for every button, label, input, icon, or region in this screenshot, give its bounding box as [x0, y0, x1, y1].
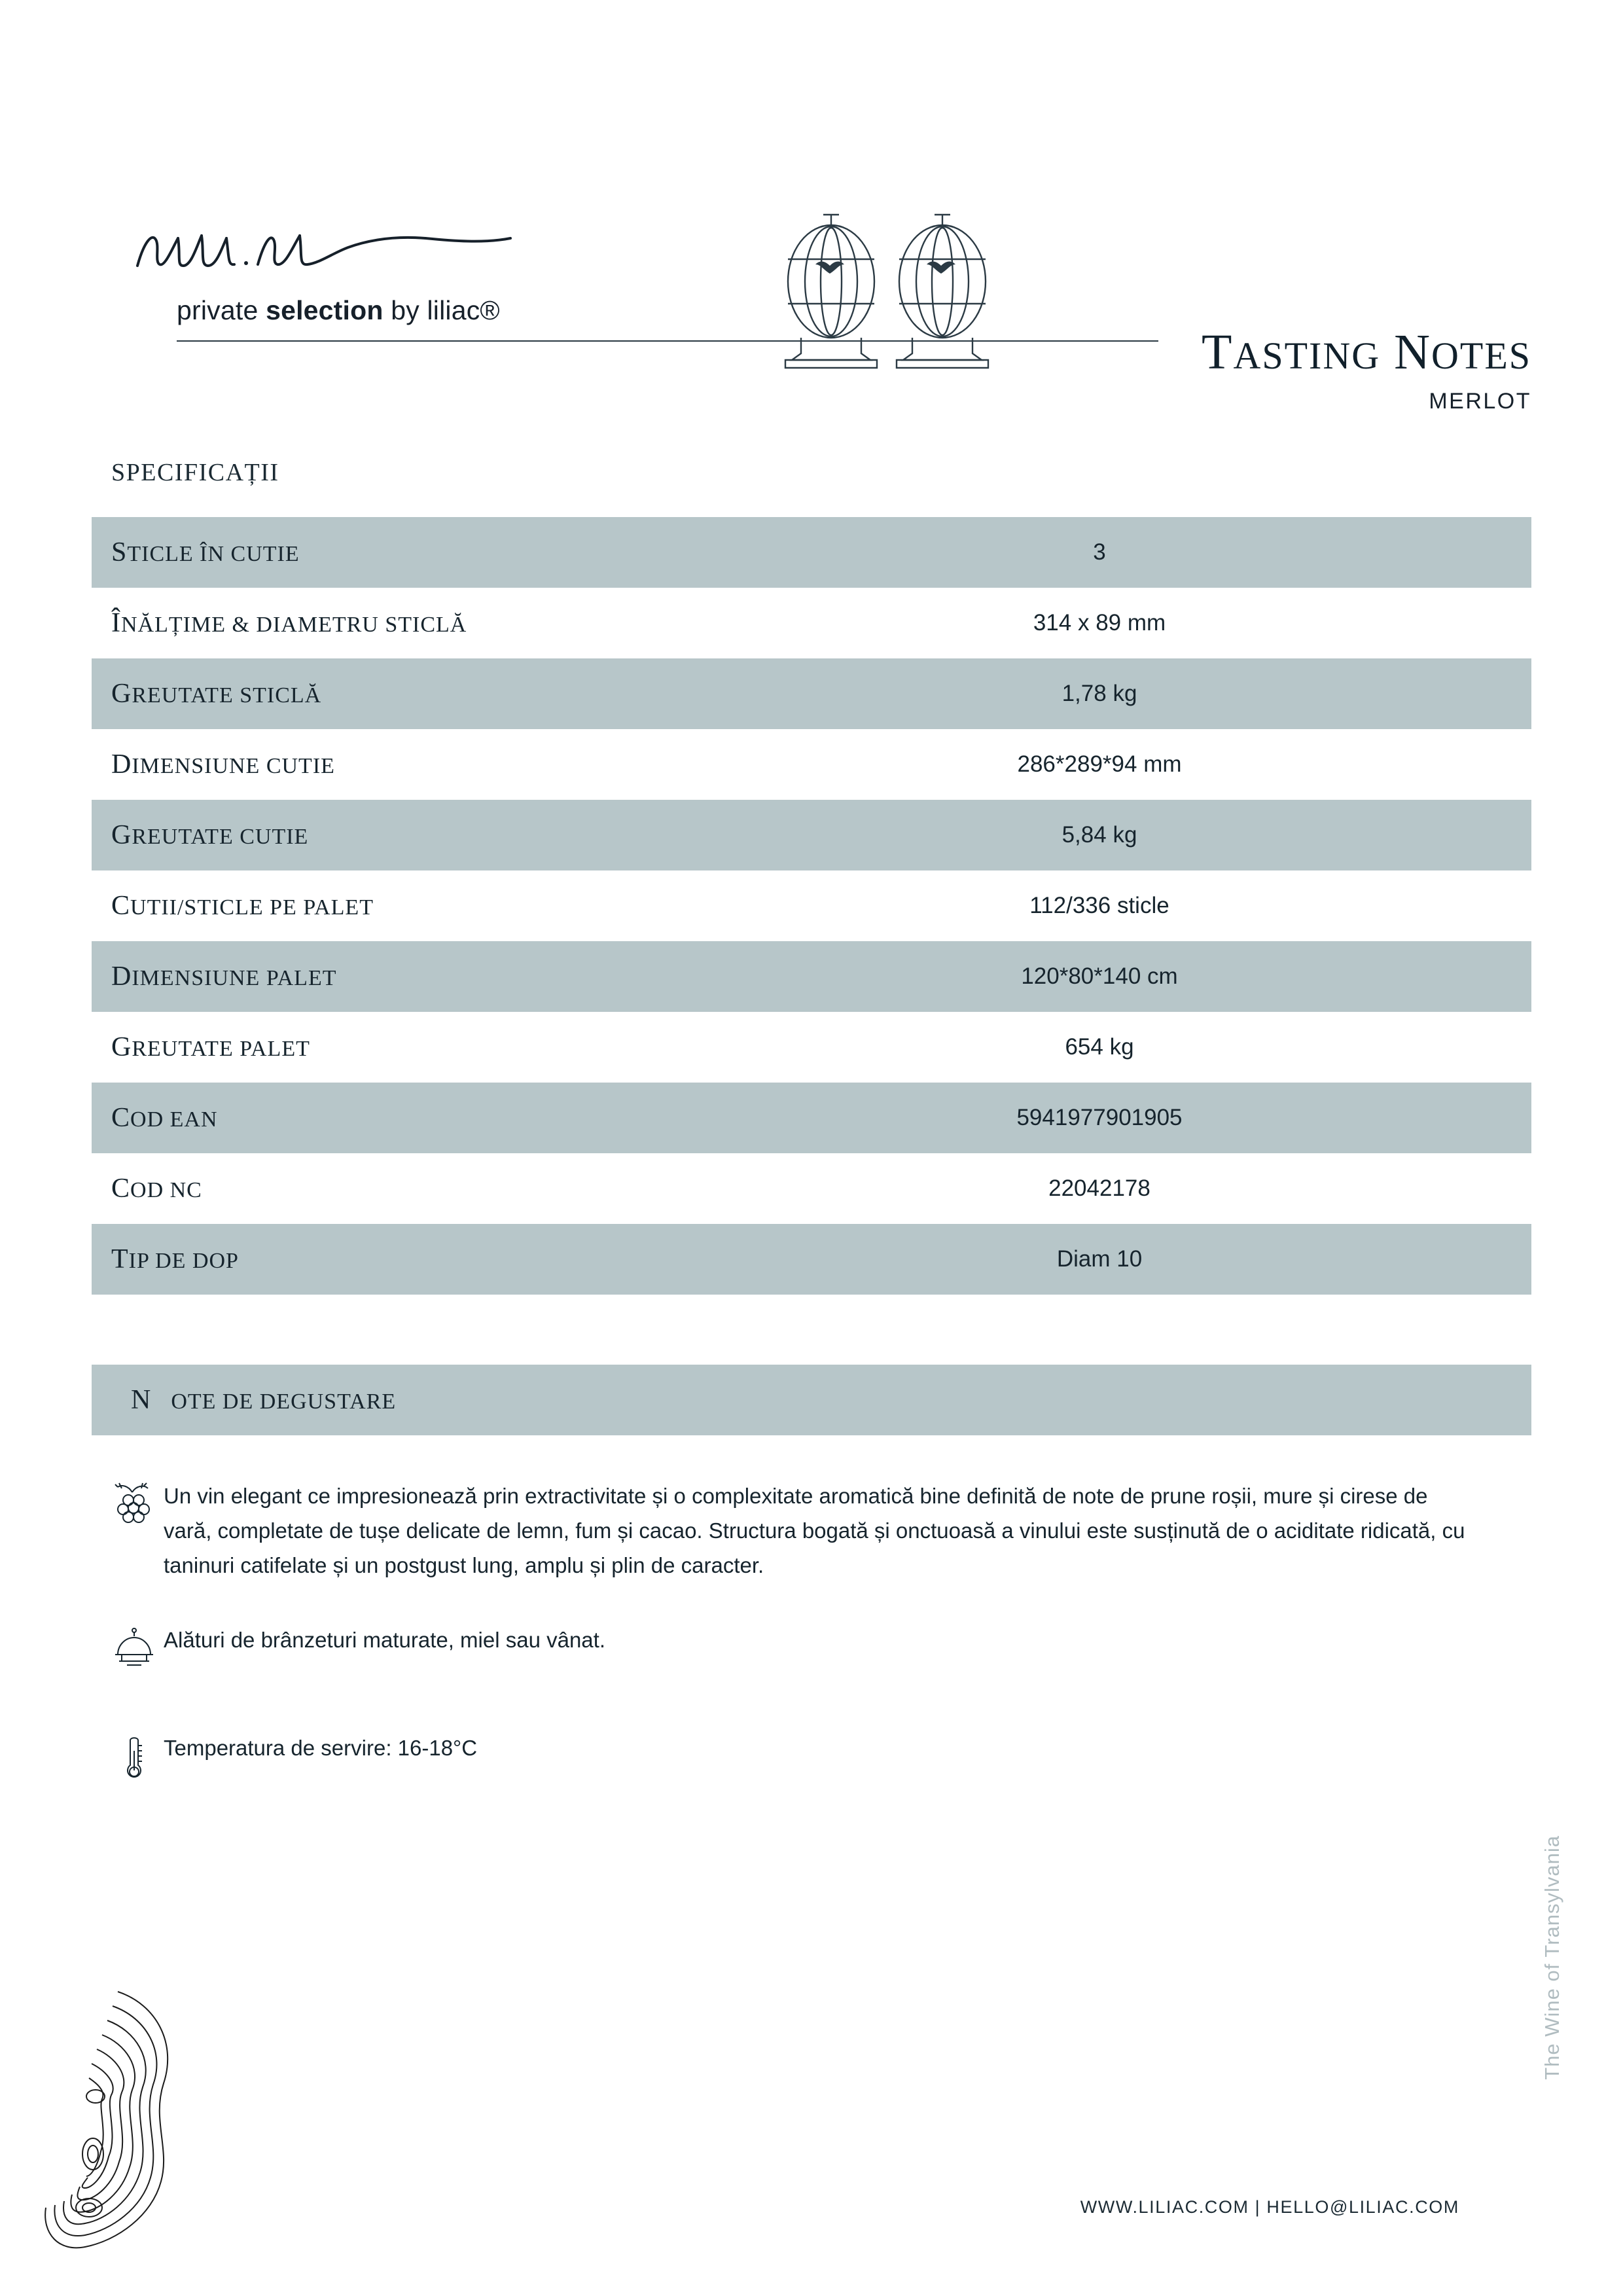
spec-value: 286*289*94 mm: [1017, 751, 1182, 777]
spec-value: 314 x 89 mm: [1033, 610, 1166, 636]
spec-key-initial: G: [111, 679, 132, 709]
spec-key-initial: D: [111, 961, 132, 992]
spec-key-initial: C: [111, 1103, 131, 1133]
wine-barrels-icon: [753, 196, 1027, 383]
spec-row: [92, 658, 1531, 729]
handwritten-signature-icon: [118, 209, 615, 288]
spec-key: [92, 961, 864, 992]
serving-temperature-item: [105, 1731, 1479, 1784]
spec-row: [92, 729, 1531, 800]
spec-key-initial: T: [111, 1244, 129, 1274]
brand-block: [92, 209, 772, 342]
spec-key-initial: D: [111, 749, 132, 780]
spec-key: [92, 819, 864, 851]
spec-value: 112/336 sticle: [1029, 893, 1169, 918]
spec-key-rest: IMENSIUNE PALET: [132, 966, 337, 990]
title-cap-1: T: [1202, 325, 1234, 380]
brand-strong: selection: [266, 295, 383, 325]
food-pairing-item: [105, 1623, 1479, 1669]
spec-key-initial: C: [111, 1174, 131, 1204]
title-cap-2: N: [1394, 325, 1431, 380]
brand-tagline: [92, 295, 772, 326]
serving-temperature-text: Temperatura de servire: 16-18°C: [164, 1736, 478, 1760]
spec-key-initial: C: [111, 891, 131, 921]
spec-value: 654 kg: [1065, 1034, 1134, 1060]
spec-key: [92, 607, 864, 639]
title-rest-2: OTES: [1431, 334, 1531, 377]
spec-key: [92, 890, 864, 922]
wine-variety-subtitle: MERLOT: [1429, 389, 1531, 414]
spec-value: Diam 10: [1056, 1246, 1143, 1272]
page-title: [1202, 325, 1531, 380]
spec-value: 3: [1093, 539, 1106, 565]
spec-key-rest: REUTATE STICLĂ: [132, 683, 322, 708]
spec-key-rest: OD NC: [130, 1178, 202, 1202]
spec-key-initial: S: [111, 537, 128, 567]
spec-value: 22042178: [1048, 1175, 1150, 1201]
cloche-icon: [105, 1623, 164, 1669]
specifications-section-label: SPECIFICAȚII: [111, 459, 279, 486]
tasting-notes-header-rest: OTE DE DEGUSTARE: [171, 1390, 397, 1414]
spec-row: [92, 588, 1531, 658]
spec-key-rest: IMENSIUNE CUTIE: [132, 754, 335, 778]
spec-key: [92, 1102, 864, 1134]
spec-key-rest: NĂLȚIME & DIAMETRU STICLĂ: [121, 613, 467, 637]
spec-key-initial: G: [111, 1032, 132, 1062]
spec-row: [92, 1083, 1531, 1153]
vertical-tagline: The Wine of Transylvania: [1541, 1835, 1563, 2080]
spec-key: [92, 1244, 864, 1275]
spec-key-initial: G: [111, 820, 132, 850]
topographic-lines-decoration: [39, 1965, 314, 2283]
spec-key-rest: REUTATE PALET: [132, 1037, 310, 1061]
spec-row: [92, 1153, 1531, 1224]
tasting-description-item: [105, 1479, 1479, 1583]
spec-key-rest: UTII/STICLE PE PALET: [130, 895, 374, 920]
tasting-notes-header: [92, 1365, 1531, 1435]
spec-key-initial: Î: [111, 608, 121, 638]
spec-key: [92, 537, 864, 568]
spec-row: [92, 870, 1531, 941]
spec-key-rest: TICLE ÎN CUTIE: [127, 542, 300, 566]
spec-row: [92, 800, 1531, 870]
spec-value: 5941977901905: [1016, 1105, 1183, 1130]
tasting-description-text: Un vin elegant ce impresionează prin extractivitate și o complexitate aromatică bine definită de note de prune roșii, mure și cirese de vară, completate de tușe delicate de lemn, fum și cacao. Structura bogată și onctuoasă a vinului este susținută de o aciditate ridicată, cu taninuri catifelate și un postgust lung, amplu și plin de caracter.: [164, 1484, 1465, 1577]
spec-key: [92, 1031, 864, 1063]
tasting-notes-header-cap: N: [131, 1385, 152, 1415]
brand-prefix: private: [177, 295, 266, 325]
grapes-icon: [105, 1479, 164, 1528]
food-pairing-text: Alături de brânzeturi maturate, miel sau vânat.: [164, 1628, 606, 1652]
thermometer-icon: [105, 1731, 164, 1784]
spec-key: [92, 678, 864, 709]
spec-row: [92, 941, 1531, 1012]
spec-key-rest: REUTATE CUTIE: [132, 825, 309, 849]
spec-value: 1,78 kg: [1061, 681, 1137, 706]
document-header: [0, 196, 1623, 414]
spec-row: [92, 517, 1531, 588]
spec-key: [92, 1173, 864, 1204]
title-rest-1: ASTING: [1233, 334, 1381, 377]
spec-value: 5,84 kg: [1061, 822, 1137, 848]
title-block: [1202, 327, 1531, 414]
brand-suffix: by liliac®: [383, 295, 500, 325]
footer-contact[interactable]: WWW.LILIAC.COM | HELLO@LILIAC.COM: [1080, 2197, 1459, 2217]
spec-key-rest: OD EAN: [130, 1107, 218, 1132]
spec-key-rest: IP DE DOP: [128, 1249, 239, 1273]
spec-value: 120*80*140 cm: [1021, 963, 1178, 989]
specifications-table: [92, 517, 1531, 1295]
spec-row: [92, 1012, 1531, 1083]
spec-key: [92, 749, 864, 780]
spec-row: [92, 1224, 1531, 1295]
